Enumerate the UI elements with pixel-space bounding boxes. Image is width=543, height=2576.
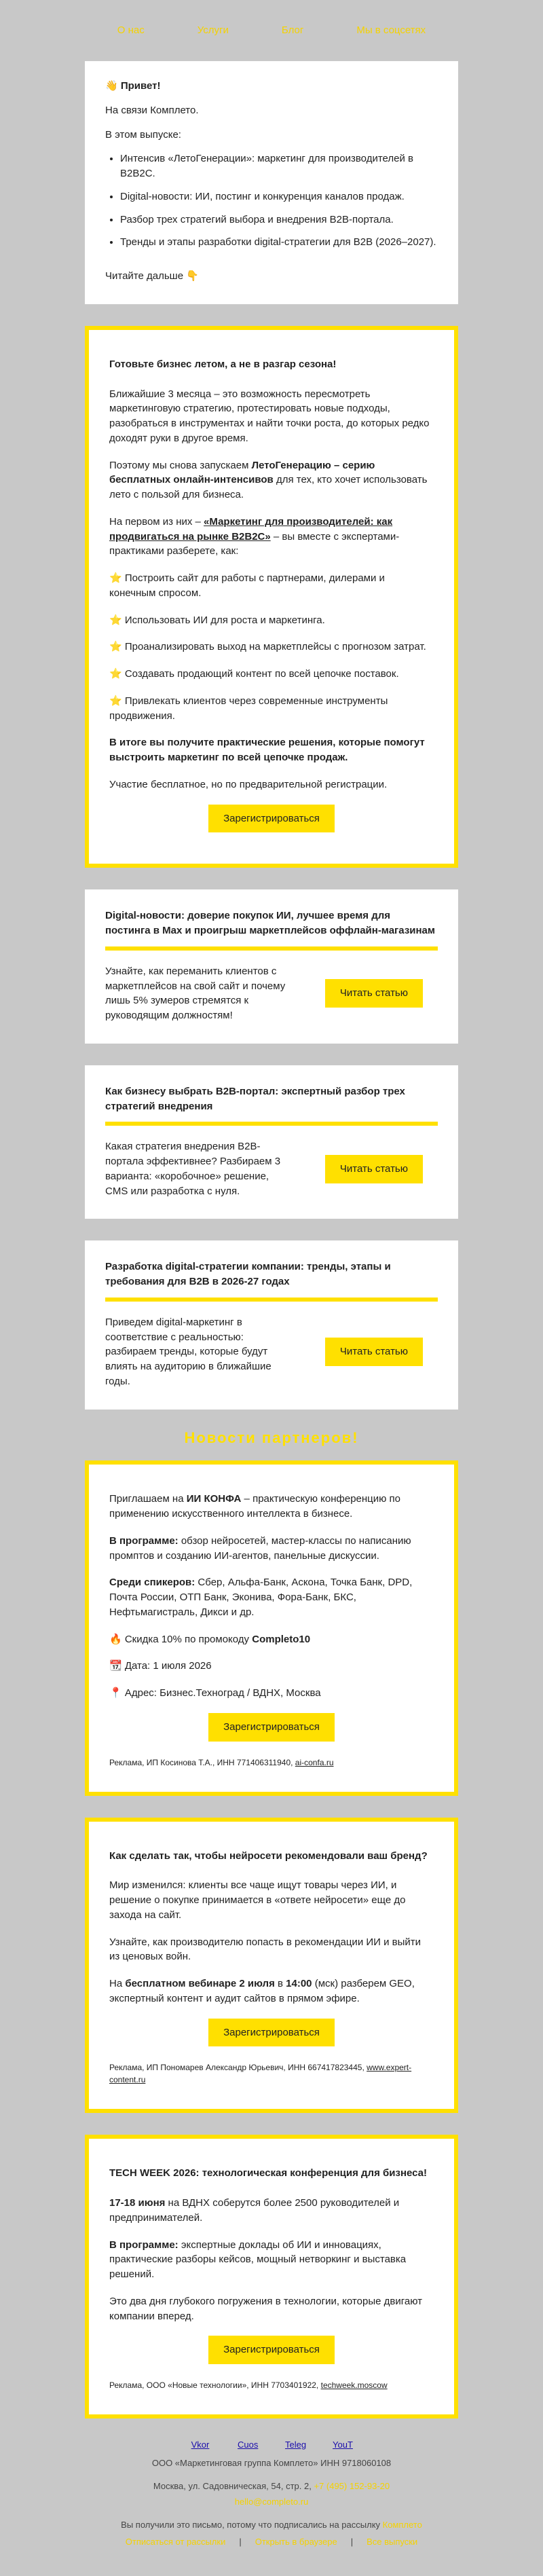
techweek-ad-link[interactable]: techweek.moscow (320, 2380, 388, 2391)
techweek-p1: 17-18 июня на ВДНХ соберутся более 2500 руководителей и предпринимателей. (109, 2197, 400, 2224)
telegram-icon[interactable]: Teleg (285, 2440, 307, 2450)
webinar-register-button[interactable]: Зарегистрироваться (208, 2019, 335, 2047)
aiconf-address: 📍 Адрес: Бизнес.Техноград / ВДНХ, Москва (109, 1687, 321, 1699)
read-article-button[interactable]: Читать статью (325, 979, 423, 1008)
techweek-card (85, 2135, 458, 2418)
aiconf-discount: 🔥 Скидка 10% по промокоду Completo10 (109, 1633, 311, 1645)
intensive-link[interactable]: «Маркетинг для производителей: как продвигаться на рынке B2B2C» (109, 515, 393, 542)
techweek-title: TECH WEEK 2026: технологическая конференция для бизнеса! (109, 2167, 428, 2179)
read-more-text: Читайте дальше 👇 (105, 270, 199, 282)
top-nav (0, 0, 543, 61)
intensive-card (85, 326, 458, 868)
aiconf-ad: Реклама, ИП Косинова Т.А., ИНН 771406311940, ai-confa.ru (109, 1757, 334, 1767)
issue-item: • Интенсив «ЛетоГенерации»: маркетинг для производителей в B2B2C. (120, 151, 438, 181)
article-card-news (85, 889, 458, 1044)
article-divider (105, 1298, 438, 1302)
issue-list (120, 151, 438, 250)
nav-link-blog[interactable]: Блог (281, 24, 304, 37)
article-card-strategy (85, 1240, 458, 1409)
intensive-free: Участие бесплатное, но по предварительной регистрации. (109, 778, 388, 790)
open-in-browser-link[interactable]: Открыть в браузере (255, 2537, 337, 2547)
all-issues-link[interactable]: Все выпуски (367, 2537, 418, 2547)
intensive-title: Готовьте бизнес летом, а не в разгар сезона! (109, 358, 337, 370)
article-title: Разработка digital-стратегии компании: тренды, этапы и требования для B2B в 2026-27 годах (105, 1261, 391, 1287)
footer-links (0, 2535, 543, 2549)
intensive-point: ⭐ Проанализировать выход на маркетплейсы с прогнозом затрат. (109, 641, 426, 653)
footer-address: Москва, ул. Садовническая, 54, стр. 2, +7 (495) 152-93-20 (153, 2480, 390, 2491)
article-divider (105, 946, 438, 951)
intensive-register-button[interactable]: Зарегистрироваться (208, 805, 335, 833)
youtube-icon[interactable]: YouT (333, 2440, 353, 2450)
course-icon[interactable]: Cuos (238, 2440, 259, 2450)
aiconf-button-wrap (109, 1713, 434, 1742)
techweek-p3: Это два дня глубокого погружения в технологии, которые двигают компании вперед. (109, 2295, 422, 2322)
aiconf-p3: Среди спикеров: Сбер, Альфа-Банк, Аскона, Точка Банк, DPD, Почта России, ОТП Банк, Эконива, Фора-Банк, БКС, Нефтьмагистраль, Дикси и др. (109, 1577, 413, 1618)
issue-item: • Разбор трех стратегий выбора и внедрения B2B-портала. (120, 213, 438, 227)
intensive-summary: В итоге вы получите практические решения, которые помогут выстроить маркетинг по всей цепочке продаж. (109, 737, 425, 763)
footer-separator: | (239, 2537, 242, 2547)
intensive-p3: На первом из них – «Маркетинг для производителей: как продвигаться на рынке B2B2C» – вы вместе с экспертами-практиками разберете, как: (109, 515, 400, 557)
issue-label: В этом выпуске: (105, 128, 181, 141)
unsubscribe-link[interactable]: Отписаться от рассылки (125, 2537, 226, 2547)
intensive-p1: Ближайшие 3 месяца – это возможность пересмотреть маркетинговую стратегию, протестировать новые подходы, разобраться в инструментах и найти точки роста, до которых редко доходят руки в другое время. (109, 388, 430, 444)
footer-phone-link[interactable]: +7 (495) 152-93-20 (314, 2480, 390, 2491)
social-links (0, 2440, 543, 2450)
webinar-p2: Узнайте, как производителю попасть в рекомендации ИИ и выйти из ценовых войн. (109, 1936, 422, 1963)
aiconf-card (85, 1460, 458, 1795)
article-row (105, 964, 438, 1023)
intensive-point: ⭐ Привлекать клиентов через современные инструменты продвижения. (109, 695, 388, 722)
partners-heading: Новости партнеров! (184, 1429, 359, 1446)
footer (0, 2457, 543, 2549)
nav-link-social[interactable]: Мы в соцсетях (356, 24, 426, 37)
aiconf-p1: Приглашаем на ИИ КОНФА – практическую конференцию по применению искусственного интеллекта в бизнесе. (109, 1493, 401, 1520)
nav-link-about[interactable]: О нас (117, 24, 145, 37)
article-row (105, 1315, 438, 1389)
issue-item: • Digital-новости: ИИ, постинг и конкуренция каналов продаж. (120, 189, 438, 204)
intensive-p2: Поэтому мы снова запускаем ЛетоГенерацию – серию бесплатных онлайн-интенсивов для тех, кто хочет использовать лето с пользой для бизнеса. (109, 459, 428, 500)
footer-email-link[interactable]: hello@completo.ru (234, 2497, 309, 2507)
footer-company: ООО «Маркетинговая группа Комплето» ИНН 9718060108 (151, 2458, 392, 2469)
intensive-button-wrap (109, 805, 434, 833)
aiconf-ad-link[interactable]: ai-confa.ru (295, 1757, 334, 1767)
read-article-button[interactable]: Читать статью (325, 1155, 423, 1183)
issue-item: • Тренды и этапы разработки digital-стратегии для B2B (2026–2027). (120, 235, 438, 250)
webinar-p1: Мир изменился: клиенты все чаще ищут товары через ИИ, и решение о покупке принимается в «ответе нейросети» еще до захода на сайт. (109, 1879, 406, 1921)
webinar-button-wrap (109, 2019, 434, 2047)
webinar-ad: Реклама, ИП Пономарев Александр Юрьевич, ИНН 667417823445, www.expert-content.ru (109, 2063, 412, 2085)
vk-icon[interactable]: Vkor (191, 2440, 210, 2450)
webinar-p3: На бесплатном вебинаре 2 июля в 14:00 (мск) разберем GEO, экспертный контент и аудит сайтов в прямом эфире. (109, 1978, 415, 2004)
article-card-portal (85, 1065, 458, 1219)
greeting-card (85, 61, 458, 304)
techweek-ad: Реклама, ООО «Новые технологии», ИНН 7703401922, techweek.moscow (109, 2380, 388, 2391)
aiconf-date: 📆 Дата: 1 июля 2026 (109, 1660, 212, 1672)
nav-link-services[interactable]: Услуги (197, 24, 229, 37)
article-title: Digital-новости: доверие покупок ИИ, лучшее время для постинга в Max и проигрыш маркетплейсов оффлайн-магазинам (105, 910, 435, 936)
greeting-intro: На связи Комплето. (105, 104, 199, 116)
intensive-point: ⭐ Построить сайт для работы с партнерами, дилерами и конечным спросом. (109, 572, 385, 599)
techweek-register-button[interactable]: Зарегистрироваться (208, 2336, 335, 2364)
aiconf-p2: В программе: обзор нейросетей, мастер-классы по написанию промптов и созданию ИИ-агентов, панельные дискуссии. (109, 1534, 411, 1562)
footer-separator: | (350, 2537, 354, 2547)
article-divider (105, 1122, 438, 1126)
article-text: Какая стратегия внедрения B2B-портала эффективнее? Разбираем 3 варианта: «коробочное» решение, CMS или разработка с нуля. (105, 1141, 281, 1197)
webinar-title: Как сделать так, чтобы нейросети рекомендовали ваш бренд? (109, 1850, 428, 1862)
aiconf-register-button[interactable]: Зарегистрироваться (208, 1713, 335, 1742)
article-title: Как бизнесу выбрать B2B-портал: экспертный разбор трех стратегий внедрения (105, 1085, 405, 1112)
webinar-card (85, 1818, 458, 2114)
article-text: Узнайте, как переманить клиентов с маркетплейсов на свой сайт и почему лишь 5% зумеров стремятся к руководящим должностям! (105, 965, 286, 1021)
intensive-point: ⭐ Создавать продающий контент по всей цепочке поставок. (109, 668, 399, 680)
techweek-button-wrap (109, 2336, 434, 2364)
read-article-button[interactable]: Читать статью (325, 1338, 423, 1366)
article-row (105, 1139, 438, 1198)
intensive-point: ⭐ Использовать ИИ для роста и маркетинга. (109, 614, 325, 626)
greeting-title: 👋 Привет! (105, 80, 161, 92)
footer-notice: Вы получили это письмо, потому что подписались на рассылку Комплето (121, 2519, 422, 2530)
article-text: Приведем digital-маркетинг в соответствие с реальностью: разбираем тренды, которые будут влиять на аудиторию в ближайшие годы. (105, 1316, 272, 1387)
webinar-ad-link[interactable]: www.expert-content.ru (109, 2063, 412, 2085)
footer-notice-link[interactable]: Комплето (382, 2519, 422, 2530)
techweek-p2: В программе: экспертные доклады об ИИ и инновациях, практические разборы кейсов, мощный нетворкинг и выставка решений. (109, 2239, 407, 2281)
